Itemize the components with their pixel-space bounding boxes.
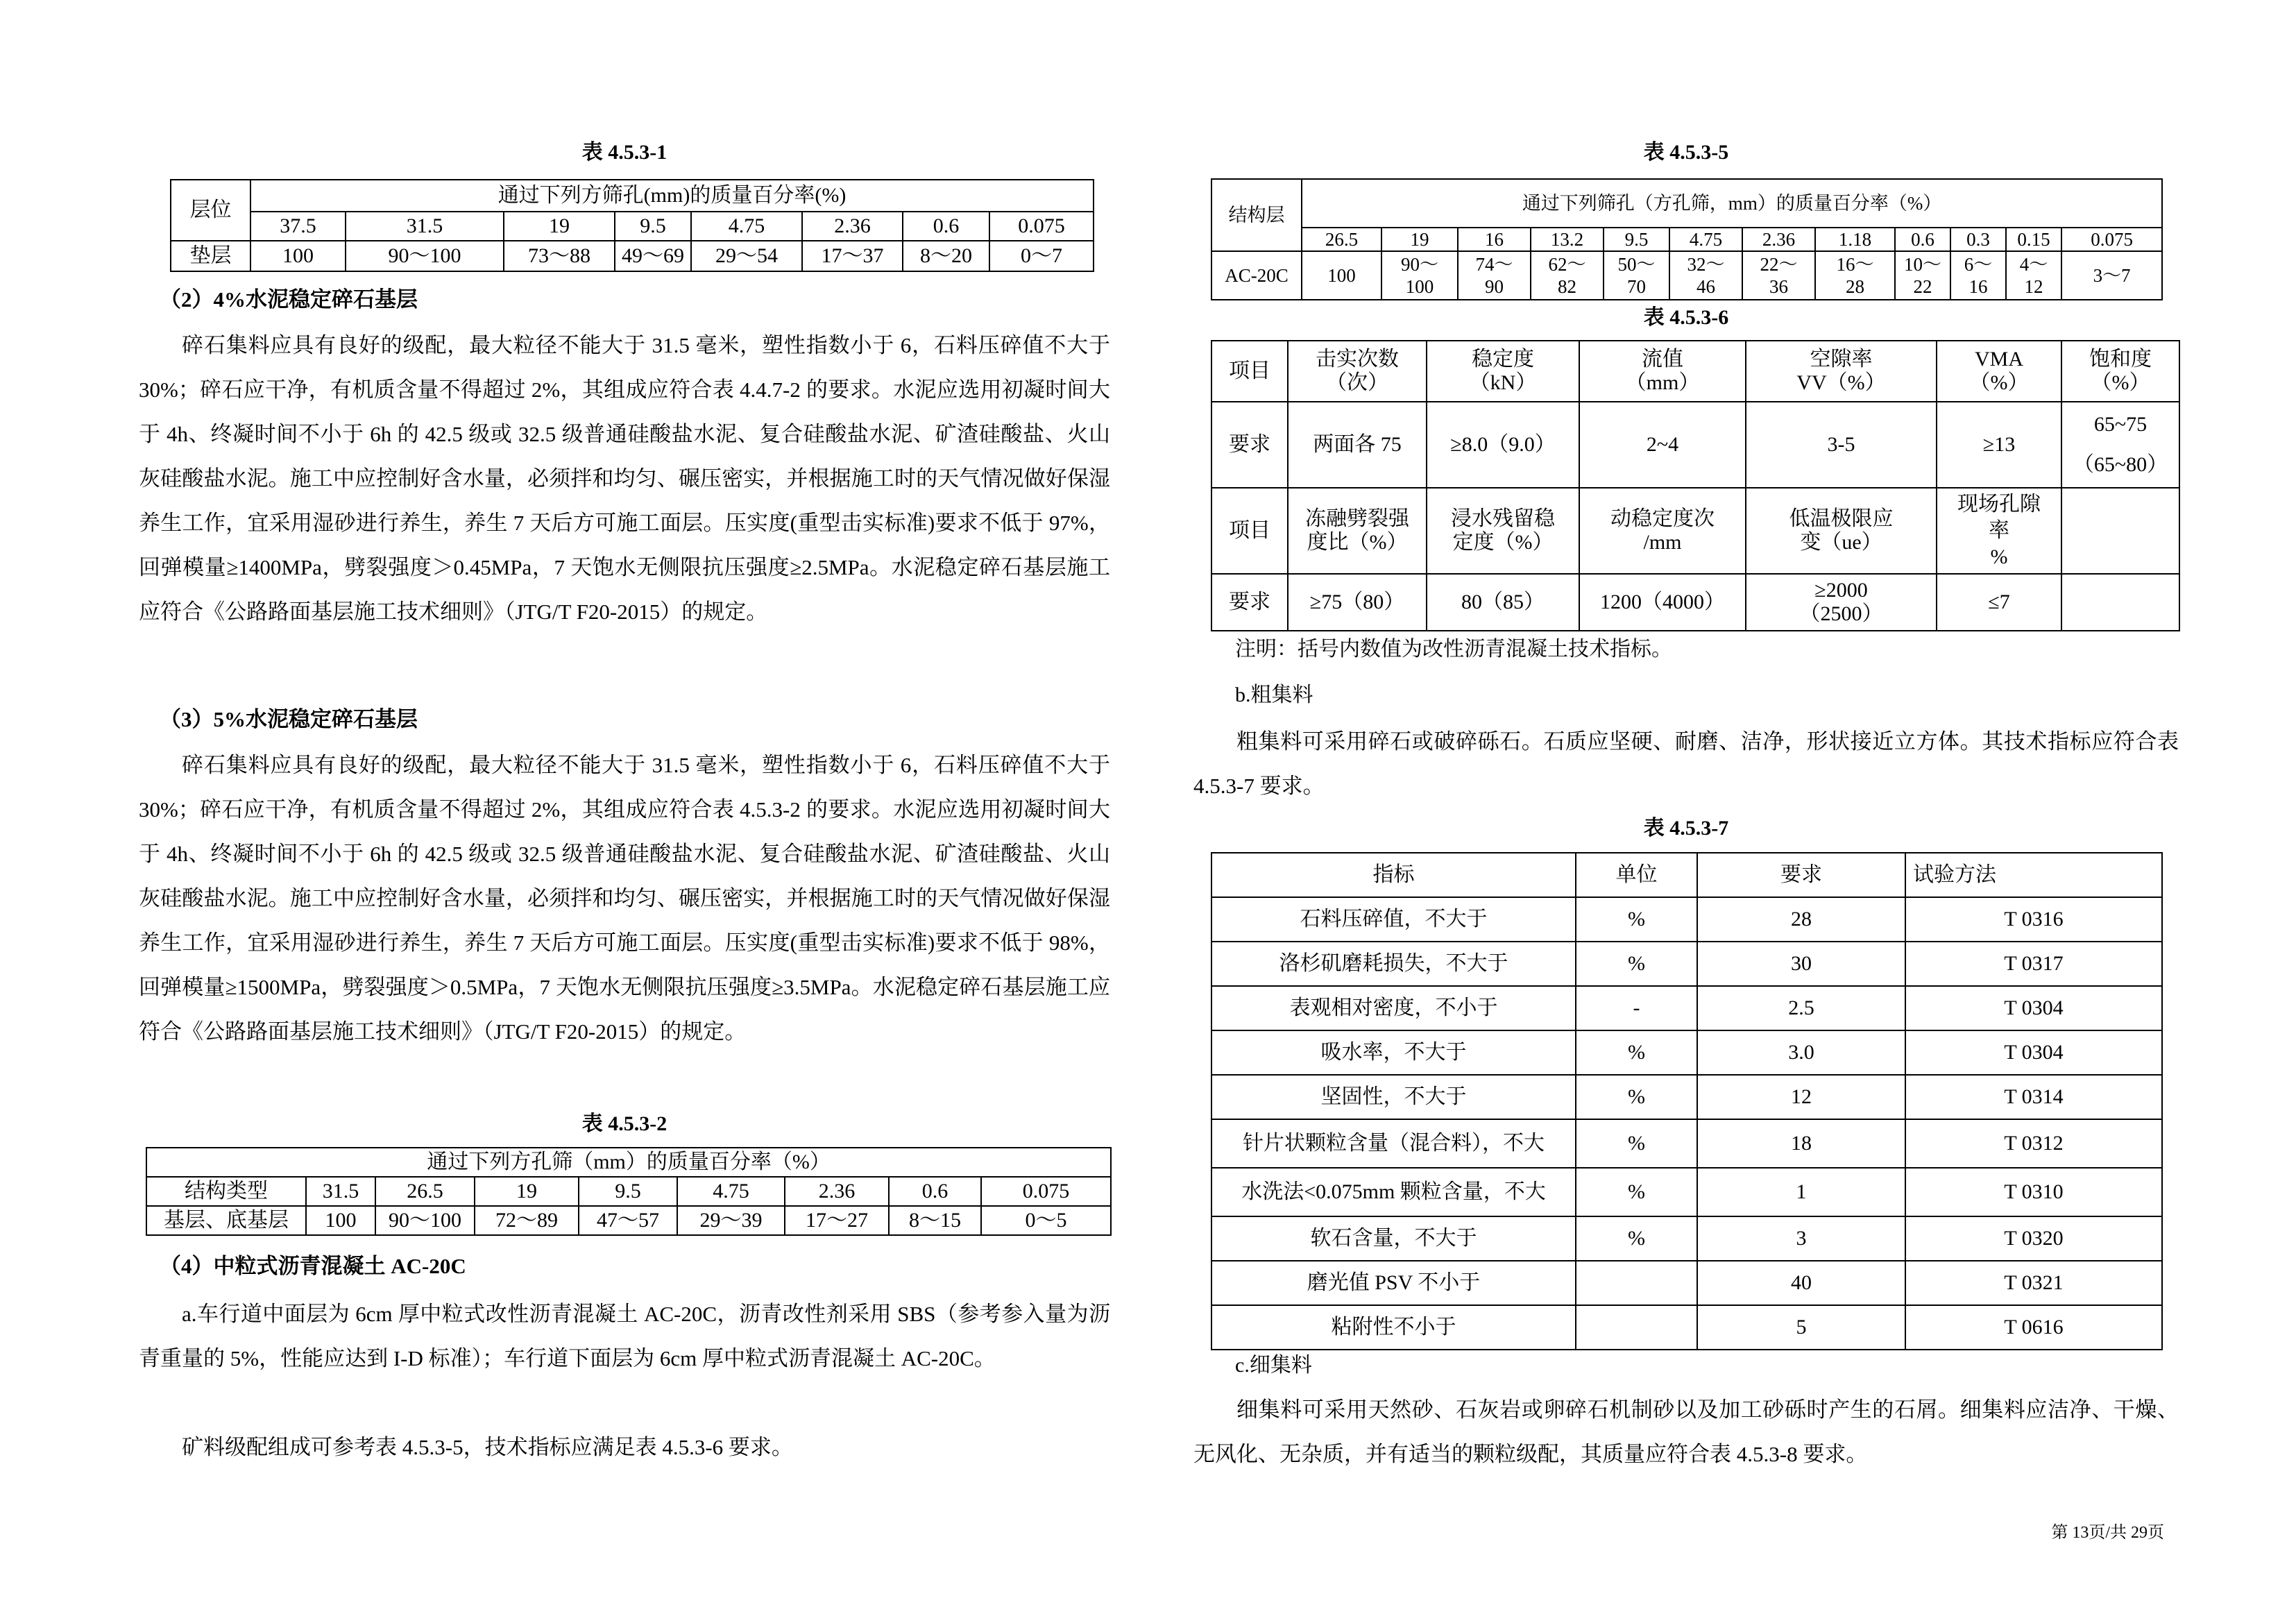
- table-cell: 2.5: [1697, 986, 1905, 1030]
- row-label: 垫层: [171, 241, 250, 271]
- sieve-size: 2.36: [802, 212, 903, 241]
- table-4-5-3-7-title: 表 4.5.3-7: [1643, 817, 1729, 840]
- sieve-size: 31.5: [346, 212, 504, 241]
- table-cell: -: [1576, 986, 1697, 1030]
- table-cell: 30: [1697, 942, 1905, 986]
- table-cell: 0～7: [989, 241, 1094, 271]
- table-cell: T 0316: [1905, 897, 2162, 942]
- table-4-5-3-2: [146, 1147, 1112, 1236]
- column-header: 动稳定度次 /mm: [1579, 488, 1746, 574]
- table-cell: T 0304: [1905, 986, 2162, 1030]
- table-cell: 软石含量，不大于: [1211, 1216, 1576, 1261]
- table-span-header: 通过下列方孔筛（mm）的质量百分率（%）: [146, 1148, 1111, 1177]
- table-cell: %: [1576, 1119, 1697, 1168]
- table-cell: T 0310: [1905, 1168, 2162, 1216]
- table-cell: T 0304: [1905, 1030, 2162, 1075]
- table-cell: 10～ 22: [1895, 251, 1950, 300]
- sieve-size: 16: [1458, 228, 1531, 251]
- table-cell: 28: [1697, 897, 1905, 942]
- table-4-5-3-1-title: 表 4.5.3-1: [581, 141, 667, 164]
- table-cell: ≥8.0（9.0）: [1427, 402, 1579, 488]
- column-header: 指标: [1211, 853, 1576, 897]
- table-cell: 两面各 75: [1288, 402, 1427, 488]
- sieve-size: 0.3: [1950, 228, 2006, 251]
- table-cell: %: [1576, 1075, 1697, 1119]
- table-cell: ≤7: [1937, 574, 2061, 631]
- table-cell: 29～54: [691, 241, 802, 271]
- sieve-size: 0.15: [2006, 228, 2061, 251]
- table-cell: 石料压碎值，不大于: [1211, 897, 1576, 942]
- table-4-5-3-6-title: 表 4.5.3-6: [1643, 306, 1729, 329]
- subsection-b-heading: b.粗集料: [1235, 683, 1313, 706]
- table-cell: 3.0: [1697, 1030, 1905, 1075]
- table-cell: %: [1576, 897, 1697, 942]
- table-cell: 80（85）: [1427, 574, 1579, 631]
- row-label: 要求: [1211, 574, 1288, 631]
- table-cell: 50～ 70: [1604, 251, 1669, 300]
- table-4-5-3-5-title: 表 4.5.3-5: [1643, 141, 1729, 164]
- sieve-size: 31.5: [306, 1177, 375, 1206]
- column-header: VMA （%）: [1937, 341, 2061, 402]
- sieve-size: 4.75: [677, 1177, 785, 1206]
- sieve-size: 19: [504, 212, 615, 241]
- table-cell: 100: [306, 1206, 375, 1235]
- column-header: 浸水残留稳 定度（%）: [1427, 488, 1579, 574]
- table-cell: 40: [1697, 1261, 1905, 1305]
- table-cell: ≥75（80）: [1288, 574, 1427, 631]
- table-cell: 90～100: [375, 1206, 475, 1235]
- table-cell: T 0314: [1905, 1075, 2162, 1119]
- table-note: 注明：括号内数值为改性沥青混凝土技术指标。: [1235, 638, 1672, 661]
- table-cell: 水洗法<0.075mm 颗粒含量，不大: [1211, 1168, 1576, 1216]
- table-cell: 粘附性不小于: [1211, 1305, 1576, 1350]
- section-heading-2: （2）4%水泥稳定碎石基层: [160, 287, 418, 312]
- table-cell: 12: [1697, 1075, 1905, 1119]
- table-4-5-3-7: [1211, 852, 2163, 1350]
- table-cell: 8～15: [889, 1206, 981, 1235]
- section-heading-3: （3）5%水泥稳定碎石基层: [160, 707, 418, 731]
- page-number: 第 13页/共 29页: [2051, 1524, 2164, 1542]
- sieve-size: 1.18: [1815, 228, 1895, 251]
- sieve-size: 0.075: [981, 1177, 1111, 1206]
- table-cell: 100: [250, 241, 346, 271]
- sieve-size: 19: [1381, 228, 1458, 251]
- table-cell: 5: [1697, 1305, 1905, 1350]
- table-cell: 16～ 28: [1815, 251, 1895, 300]
- sieve-size: 9.5: [579, 1177, 677, 1206]
- sieve-size: 4.75: [691, 212, 802, 241]
- sieve-size: 9.5: [615, 212, 691, 241]
- table-cell: [1576, 1305, 1697, 1350]
- row-label: AC-20C: [1211, 251, 1302, 300]
- sieve-size: 0.6: [889, 1177, 981, 1206]
- sieve-size: 0.6: [903, 212, 989, 241]
- table-rowhead: 结构层: [1211, 179, 1302, 251]
- table-cell: %: [1576, 1216, 1697, 1261]
- table-cell: 47～57: [579, 1206, 677, 1235]
- table-cell: T 0321: [1905, 1261, 2162, 1305]
- sieve-size: 26.5: [1302, 228, 1381, 251]
- table-4-5-3-1: [170, 179, 1094, 272]
- table-cell: 洛杉矶磨耗损失，不大于: [1211, 942, 1576, 986]
- section-heading-4: （4）中粒式沥青混凝土 AC-20C: [160, 1254, 466, 1278]
- row-label: 基层、底基层: [146, 1206, 306, 1235]
- table-cell: 1200（4000）: [1579, 574, 1746, 631]
- table-rowhead: 层位: [171, 180, 250, 241]
- column-header: 空隙率 VV（%）: [1746, 341, 1937, 402]
- table-cell: 72～89: [475, 1206, 579, 1235]
- table-cell: 针片状颗粒含量（混合料），不大: [1211, 1119, 1576, 1168]
- table-cell: ≥2000 （2500）: [1746, 574, 1937, 631]
- table-cell: 坚固性，不大于: [1211, 1075, 1576, 1119]
- table-cell: 磨光值 PSV 不小于: [1211, 1261, 1576, 1305]
- table-cell: 62～ 82: [1531, 251, 1604, 300]
- table-cell: ≥13: [1937, 402, 2061, 488]
- sieve-size: 2.36: [1742, 228, 1815, 251]
- table-rowhead: 项目: [1211, 341, 1288, 402]
- section-paragraph-4a: a.车行道中面层为 6cm 厚中粒式改性沥青混凝土 AC-20C，沥青改性剂采用 SBS（参考参入量为沥青重量的 5%，性能应达到 I-D 标准）；车行道下面层为 6cm 厚中粒式沥青混凝土 AC-20C。: [139, 1302, 1110, 1370]
- sieve-size: 2.36: [785, 1177, 889, 1206]
- table-cell: 17～37: [802, 241, 903, 271]
- column-header: 要求: [1697, 853, 1905, 897]
- sieve-size: 37.5: [250, 212, 346, 241]
- column-header: 单位: [1576, 853, 1697, 897]
- sieve-size: 4.75: [1669, 228, 1742, 251]
- sieve-size: 9.5: [1604, 228, 1669, 251]
- column-header: 冻融劈裂强 度比（%）: [1288, 488, 1427, 574]
- column-header: [2061, 488, 2179, 574]
- table-cell: 表观相对密度，不小于: [1211, 986, 1576, 1030]
- table-span-header: 通过下列筛孔（方孔筛，mm）的质量百分率（%）: [1302, 179, 2162, 228]
- column-header: 饱和度 （%）: [2061, 341, 2179, 402]
- sieve-size: 0.075: [2061, 228, 2162, 251]
- table-cell: T 0317: [1905, 942, 2162, 986]
- column-header: 流值 （mm）: [1579, 341, 1746, 402]
- table-cell: 74～ 90: [1458, 251, 1531, 300]
- section-paragraph-2: 碎石集料应具有良好的级配，最大粒径不能大于 31.5 毫米，塑性指数小于 6，石料压碎值不大于 30%；碎石应干净，有机质含量不得超过 2%，其组成应符合表 4.4.7-2 的要求。水泥应选用初凝时间大于 4h、终凝时间不小于 6h 的 42.5 级或 32.5 级普通硅酸盐水泥、复合硅酸盐水泥、矿渣硅酸盐、火山灰硅酸盐水泥。施工中应控制好含水量，必须拌和均匀、碾压密实，并根据施工时的天气情况做好保湿养生工作，宜采用湿砂进行养生，养生 7 天后方可施工面层。压实度(重型击实标准)要求不低于 97%，回弹模量≥1400MPa，劈裂强度＞0.45MPa，7 天饱水无侧限抗压强度≥2.5MPa。水泥稳定碎石基层施工应符合《公路路面基层施工技术细则》（JTG/T F20-2015）的规定。: [139, 333, 1110, 624]
- table-cell: 0～5: [981, 1206, 1111, 1235]
- table-cell: [1576, 1261, 1697, 1305]
- table-cell: %: [1576, 1030, 1697, 1075]
- table-cell: 8～20: [903, 241, 989, 271]
- sieve-size: 0.6: [1895, 228, 1950, 251]
- table-cell: 吸水率，不大于: [1211, 1030, 1576, 1075]
- table-cell: 4～ 12: [2006, 251, 2061, 300]
- table-4-5-3-5: [1211, 178, 2163, 300]
- table-cell: 17～27: [785, 1206, 889, 1235]
- table-cell: 100: [1302, 251, 1381, 300]
- table-cell: %: [1576, 1168, 1697, 1216]
- sieve-size: 13.2: [1531, 228, 1604, 251]
- table-cell: 32～ 46: [1669, 251, 1742, 300]
- table-rowhead: 项目: [1211, 488, 1288, 574]
- table-cell: 3: [1697, 1216, 1905, 1261]
- table-cell: 18: [1697, 1119, 1905, 1168]
- sieve-size: 19: [475, 1177, 579, 1206]
- table-cell: 1: [1697, 1168, 1905, 1216]
- table-cell: T 0312: [1905, 1119, 2162, 1168]
- table-span-header: 通过下列方筛孔(mm)的质量百分率(%): [250, 180, 1094, 212]
- section-paragraph-4b: 矿料级配组成可参考表 4.5.3-5，技术指标应满足表 4.5.3-6 要求。: [182, 1435, 793, 1459]
- table-cell: 65~75 （65~80）: [2061, 402, 2179, 488]
- subsection-c-heading: c.细集料: [1235, 1354, 1312, 1377]
- table-cell: T 0320: [1905, 1216, 2162, 1261]
- table-cell: 2~4: [1579, 402, 1746, 488]
- sieve-size: 26.5: [375, 1177, 475, 1206]
- table-cell: 6～ 16: [1950, 251, 2006, 300]
- subsection-b-paragraph: 粗集料可采用碎石或破碎砾石。石质应坚硬、耐磨、洁净，形状接近立方体。其技术指标应符合表 4.5.3-7 要求。: [1193, 729, 2179, 798]
- column-header: 试验方法: [1905, 853, 2162, 897]
- table-cell: 22～ 36: [1742, 251, 1815, 300]
- table-cell: [2061, 574, 2179, 631]
- table-cell: 29～39: [677, 1206, 785, 1235]
- subsection-c-paragraph: 细集料可采用天然砂、石灰岩或卵碎石机制砂以及加工砂砾时产生的石屑。细集料应洁净、干燥、无风化、无杂质，并有适当的颗粒级配，其质量应符合表 4.5.3-8 要求。: [1193, 1397, 2179, 1466]
- table-cell: 90～100: [346, 241, 504, 271]
- table-4-5-3-6: [1211, 340, 2180, 631]
- sieve-size: 0.075: [989, 212, 1094, 241]
- table-cell: 73～88: [504, 241, 615, 271]
- table-cell: 3～7: [2061, 251, 2162, 300]
- column-header: 低温极限应 变（ue）: [1746, 488, 1937, 574]
- section-paragraph-3: 碎石集料应具有良好的级配，最大粒径不能大于 31.5 毫米，塑性指数小于 6，石料压碎值不大于 30%；碎石应干净，有机质含量不得超过 2%，其组成应符合表 4.5.3-2 的要求。水泥应选用初凝时间大于 4h、终凝时间不小于 6h 的 42.5 级或 32.5 级普通硅酸盐水泥、复合硅酸盐水泥、矿渣硅酸盐、火山灰硅酸盐水泥。施工中应控制好含水量，必须拌和均匀、碾压密实，并根据施工时的天气情况做好保湿养生工作，宜采用湿砂进行养生，养生 7 天后方可施工面层。压实度(重型击实标准)要求不低于 98%，回弹模量≥1500MPa，劈裂强度＞0.5MPa，7 天饱水无侧限抗压强度≥3.5MPa。水泥稳定碎石基层施工应符合《公路路面基层施工技术细则》（JTG/T F20-2015）的规定。: [139, 753, 1110, 1044]
- row-label: 要求: [1211, 402, 1288, 488]
- table-cell: %: [1576, 942, 1697, 986]
- table-cell: 90～ 100: [1381, 251, 1458, 300]
- table-cell: 3-5: [1746, 402, 1937, 488]
- table-cell: T 0616: [1905, 1305, 2162, 1350]
- table-4-5-3-2-title: 表 4.5.3-2: [581, 1112, 667, 1135]
- table-cell: 49～69: [615, 241, 691, 271]
- column-header: 击实次数 （次）: [1288, 341, 1427, 402]
- column-header: 现场孔隙 率 %: [1937, 488, 2061, 574]
- column-header: 稳定度 （kN）: [1427, 341, 1579, 402]
- table-rowhead: 结构类型: [146, 1177, 306, 1206]
